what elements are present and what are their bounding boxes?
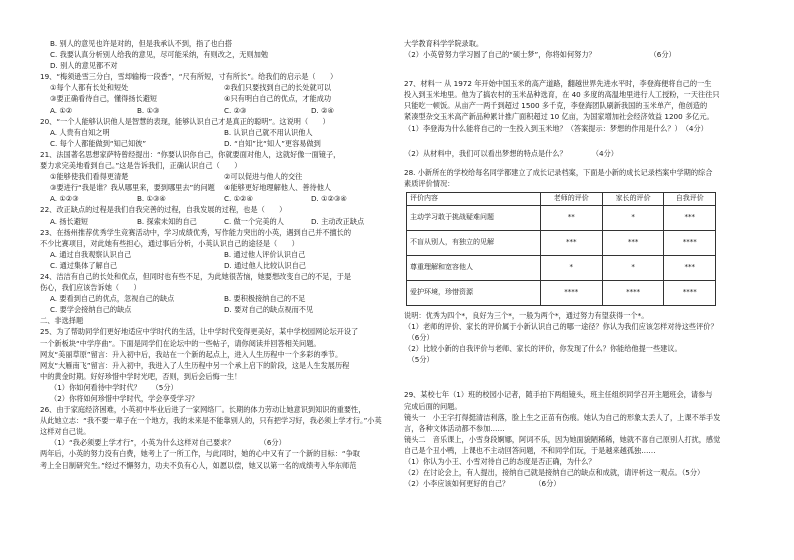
question-line: 只能吃一顿饭。从亩产一两千到超过 1500 多千克，李登海团队刷新我国的玉米单产，他创造的 — [404, 101, 708, 111]
question-line: 19、“梅须逊雪三分白，雪却输梅一段香”，“尺有所短，寸有所长”。给我们的启示是（ ） — [40, 72, 338, 82]
question-line: 素质评价情况： — [404, 178, 455, 188]
table-header: 家长的评价 — [602, 192, 664, 205]
option-text: C. ②③ — [224, 105, 247, 115]
option-text: C. ①②④ — [224, 194, 253, 204]
option-row — [40, 93, 398, 104]
option-text: D. 要对自己的缺点视而不见 — [224, 305, 314, 315]
question-line: （5分） — [404, 355, 434, 365]
question-line: 26、由于家庭经济困难，小英初中毕业后进了一家网络厂。长期的体力劳动让她意识到知识的重要性， — [40, 405, 366, 415]
option-row — [40, 171, 398, 182]
option-text: B. 认识自己就不用认识他人 — [224, 127, 313, 137]
self-rating: **** — [664, 280, 716, 305]
question-line: 网友“美丽草原”留言：升入初中后，我站在一个新的起点上，进入人生历程中一个多彩的季节。 — [40, 349, 343, 359]
right-column — [404, 38, 770, 489]
table-row — [407, 255, 716, 280]
option-row — [40, 105, 398, 116]
option-text: B. 通过他人评价认识自己 — [224, 249, 306, 259]
table-row — [407, 230, 716, 255]
question-line: 一个新板块“中学序曲”。下面是同学们在论坛中的一些帖子，请你阅读并回答相关问题。 — [40, 338, 321, 348]
self-rating: *** — [664, 205, 716, 230]
question-line: 29、某校七年（1）班的校园小记者，随手拍下两组镜头，班主任组织同学召开主题班会，请参与 — [404, 390, 713, 400]
question-line: （2）比较小新的自我评价与老师、家长的评价，你发现了什么？你能给他提一些建议。 — [404, 344, 682, 354]
question-line: 不少比赛项目，对此她有些担心，通过事后分析，小英认识自己的途径是（ ） — [40, 238, 299, 248]
option-text: ①能够使我们看得更清楚 — [50, 172, 129, 182]
table-row — [407, 280, 716, 305]
row-label: 主动学习敢于挑战疑难问题 — [407, 205, 541, 230]
question-line: （2）小英曾努力学习圆了自己的“硕士梦”，你将如何努力？ （6分） — [404, 50, 676, 60]
option-row — [40, 293, 398, 304]
parent-rating: * — [602, 205, 664, 230]
self-rating: *** — [664, 255, 716, 280]
option-text: ④能够更好地理解他人、善待他人 — [224, 183, 332, 193]
question-line: 从此她立志：“我不要一辈子在一个地方，我的未来是不能靠别人的，只有把学习好，我必须上学才行。”小英 — [40, 416, 382, 426]
option-text: A. 通过自我观察认识自己 — [50, 249, 132, 259]
question-line: 二、非选择题 — [40, 316, 84, 326]
option-row — [40, 193, 398, 204]
option-row — [40, 82, 398, 93]
option-text: B. ①③④ — [137, 194, 166, 204]
option-row — [40, 138, 398, 149]
option-text: C. 要学会接纳自己的缺点 — [50, 305, 132, 315]
option-row — [40, 260, 398, 271]
question-line: 要力求完美地看到自己。”这是告诉我们，正确认识自己（ ） — [40, 161, 242, 171]
option-text: ③要进行“我是谁？我从哪里来，要到哪里去”的问题 — [50, 183, 215, 193]
option-text: B. ①③ — [137, 105, 160, 115]
question-line: 大学教育科学学院录取。 — [404, 39, 484, 48]
question-line: 21、法国著名思想家萨特曾经提出：“你要认识你自己，你就要面对他人，这就好像一面镜子， — [40, 149, 341, 159]
parent-rating: *** — [602, 230, 664, 255]
question-line: （6分） — [404, 333, 434, 343]
question-line: （1）“我必须要上学才行”，小英为什么这样对自己要求？ （6分） — [50, 438, 286, 448]
question-line: （2）你将如何珍惜中学时代，学会享受学习？ — [50, 394, 199, 403]
question-line: 27、材料一 从 1972 年开始中国玉米的高产道路，翻越世界先进水平时，李登海便将自己的一生 — [404, 79, 712, 89]
option-text: D. 通过他人比较认识自己 — [224, 260, 306, 270]
table-header: 评价内容 — [407, 192, 541, 205]
question-line: 考上全日制研究生。”经过不懈努力，功夫不负有心人，如愿以偿，她又以第一名的成绩考入华东师范 — [40, 460, 357, 470]
option-text: B. 探索未知的自己 — [137, 216, 197, 226]
option-text: D. “自知”比“知人”更容易做到 — [224, 138, 321, 148]
question-line: （1）老师的评价、家长的评价属于小新认识自己的哪一途径？你认为我们应该怎样对待这些评价？ — [404, 322, 718, 332]
option-text: ④只有明白自己的优点，才能成功 — [224, 94, 332, 104]
parent-rating: * — [602, 255, 664, 280]
question-line: 伤心，我们应该告诉她（ ） — [40, 283, 141, 293]
option-row — [40, 127, 398, 138]
question-line: 28. 小新所在的学校给每名同学都建立了成长记录档案，下面是小新的成长记录档案中学期的综合 — [404, 167, 713, 177]
option-row — [40, 249, 398, 260]
question-line: 投入到玉米地里。他为了搞农村的玉米品种选育，在 40 多度的高温地里进行人工授粉，一天往往只 — [404, 90, 720, 100]
option-row — [40, 304, 398, 315]
question-line: 这样对自己说。 — [40, 427, 91, 437]
question-line: 紧凑型杂交玉米高产新品种累计推广面积超过 10 亿亩，为国家增加社会经济效益 1200 多亿元。 — [404, 112, 714, 122]
question-line: 网友“大雁南飞”留言：升入初中，我进入了人生历程中另一个承上启下的阶段，这是人生发展历程 — [40, 360, 350, 370]
teacher-rating: **** — [540, 280, 602, 305]
question-line: 镜头二 音乐课上，小雪身段婀娜，阿词不乐，因为她面貌陋稀稀，她就不喜自己原别人打扰，感觉 — [404, 434, 721, 444]
option-text: ③要正确看待自己，懂得扬长避短 — [50, 94, 158, 104]
left-column — [40, 38, 398, 471]
question-line: 23、在扬州推荐优秀学生竞赛活动中，学习成绩优秀，写作能力突出的小英，遇到自己并不擅长的 — [40, 227, 352, 237]
option-text: D. ①②③④ — [311, 194, 347, 204]
question-line: 22、改正缺点的过程是我们自我完善的过程，自我发展的过程，也是（ ） — [40, 205, 287, 215]
option-text: D. 主动改正缺点 — [311, 216, 365, 226]
question-line: C. 我要认真分析别人给我的意见，尽可能采纳，有则改之，无则加勉 — [50, 50, 269, 60]
row-label: 尊重理解和宽容他人 — [407, 255, 541, 280]
option-text: C. 做一个完美的人 — [224, 216, 284, 226]
question-line: 25、为了帮助同学们更好地适应中学时代的生活，让中学时代变得更美好，某中学校园网论坛开设了 — [40, 327, 359, 337]
question-line: 两年后，小英的努力没有白费，她考上了一所工作，与此同时，她的心中又有了一个新的目标：“争取 — [40, 449, 360, 459]
question-line: （1）你如何看待中学时代？ （5分） — [50, 382, 178, 392]
evaluation-table — [406, 192, 716, 306]
option-text: A. ①② — [50, 105, 73, 115]
question-line: 中的黄金时期。好好珍惜中学时光吧，否则，到后会后悔一生！ — [40, 371, 242, 381]
table-row — [407, 205, 716, 230]
question-line: （1）李登海为什么能将自己的一生投入到玉米地？（答案提示：梦想的作用是什么？） （4分） — [404, 123, 708, 133]
option-text: C. 每个人都能做到“知己知彼” — [50, 138, 147, 148]
question-line: 24、洁洁有自己的长处和优点，但同时也有些不足，为此她很苦恼，她要想改变自己的不足，于是 — [40, 271, 352, 281]
option-text: ②可以促进与他人的交往 — [224, 172, 303, 182]
question-line: （2）小李应该如何更好的自己？ （6分） — [404, 479, 561, 489]
question-line: 说明：优秀为四个*，良好为三个*，一般为两个*，通过努力有望获得一个*。 — [404, 310, 649, 320]
row-label: 爱护环境，珍惜资源 — [407, 280, 541, 305]
question-27-2: （2）从材料中，我们可以看出梦想的特点是什么？ （4分） — [404, 148, 618, 158]
question-line: （1）你认为小王、小雪对待自己的态度是否正确，为什么？ — [404, 456, 596, 466]
option-text: D. ②④ — [311, 105, 334, 115]
table-header: 老师的评价 — [540, 192, 602, 205]
option-text: ②我们只要找到自己的长处就可以 — [224, 83, 332, 93]
self-rating: **** — [664, 230, 716, 255]
row-label: 不盲从别人，有独立的见解 — [407, 230, 541, 255]
parent-rating: **** — [602, 280, 664, 305]
question-line: （2）在讨论会上，有人提出，接纳自己就是接纳自己的缺点和成就，请评析这一观点。（5分） — [404, 468, 705, 478]
option-text: B. 要积极接纳自己的不足 — [224, 294, 306, 304]
question-line: 自己是个丑小鸭，上课也不主动回答问题，不和同学们玩，于是越来越孤独…… — [404, 445, 656, 455]
option-text: C. 通过集体了解自己 — [50, 260, 118, 270]
option-text: A. ①②③ — [50, 194, 79, 204]
option-row — [40, 216, 398, 227]
teacher-rating: * — [540, 255, 602, 280]
question-line: B. 别人的意见也许是对的，但是我承认不到，指了也白搭 — [50, 39, 233, 48]
question-line: 镜头一 小王字打得挺清洁利落，脸上生之正苗有伤痕。她认为自己的形象太丢人了，上课不举手发 — [404, 412, 721, 422]
question-line: D. 别人的意见都不对 — [50, 61, 118, 71]
option-text: ①每个人都有长处和短处 — [50, 83, 129, 93]
table-header: 自我评价 — [664, 192, 716, 205]
option-row — [40, 182, 398, 193]
question-line: 完成后面的问题。 — [404, 401, 462, 411]
option-text: A. 人贵有自知之明 — [50, 127, 110, 137]
question-line: 言，各种文体活动都不参加…… — [404, 423, 505, 433]
question-line: 20、“一个人能够认识他人是智慧的表现，能够认识自己才是真正的聪明”。这说明（ ） — [40, 116, 330, 126]
teacher-rating: *** — [540, 230, 602, 255]
teacher-rating: ** — [540, 205, 602, 230]
option-text: A. 要看到自己的优点，忽视自己的缺点 — [50, 294, 175, 304]
option-text: A. 扬长避短 — [50, 216, 89, 226]
